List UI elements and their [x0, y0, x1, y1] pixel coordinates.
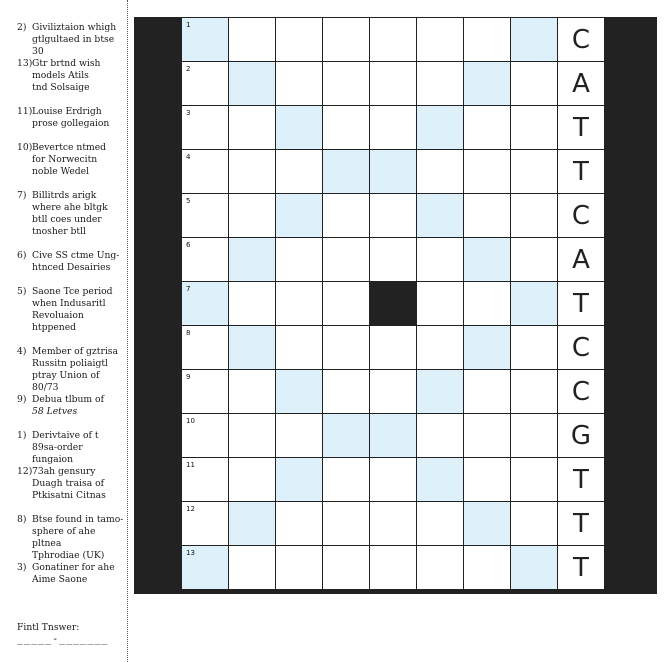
highlighted-cell[interactable]	[464, 502, 511, 546]
clue-text-line: Louise Erdrigh	[32, 106, 102, 117]
grid-cell[interactable]	[464, 546, 511, 590]
clue-text-line: where ahe bltgk	[32, 202, 108, 213]
grid-cell[interactable]	[464, 370, 511, 414]
answer-letter: T	[573, 288, 589, 319]
grid-cell[interactable]	[370, 18, 417, 62]
clue-item	[17, 562, 125, 586]
grid-cell[interactable]	[370, 326, 417, 370]
grid-cell[interactable]	[323, 106, 370, 150]
clue-item	[17, 430, 125, 466]
grid-cell[interactable]	[417, 326, 464, 370]
clue-item	[17, 394, 125, 418]
clue-text-line: Bevertce ntmed	[32, 142, 107, 153]
grid-cell[interactable]	[276, 238, 323, 282]
crossword-grid	[181, 17, 605, 590]
answer-letter-cell[interactable]	[558, 194, 605, 238]
answer-letter: C	[571, 376, 591, 407]
clue-text	[32, 562, 125, 586]
grid-cell[interactable]	[511, 238, 558, 282]
answer-letter: T	[573, 508, 589, 539]
clue-number: 11)	[17, 106, 33, 117]
grid-cell[interactable]	[370, 106, 417, 150]
highlighted-cell[interactable]	[276, 194, 323, 238]
grid-cell[interactable]	[276, 282, 323, 326]
grid-cell[interactable]	[370, 546, 417, 590]
grid-cell[interactable]	[417, 282, 464, 326]
clue-number: 8)	[17, 514, 27, 525]
answer-letter: T	[573, 552, 589, 583]
highlighted-cell[interactable]	[464, 326, 511, 370]
clue-text	[32, 286, 125, 334]
grid-cell[interactable]	[370, 502, 417, 546]
clue-item	[17, 106, 125, 130]
highlighted-cell[interactable]	[229, 326, 276, 370]
answer-letter-cell[interactable]	[558, 282, 605, 326]
grid-cell[interactable]	[276, 414, 323, 458]
grid-cell[interactable]	[511, 502, 558, 546]
highlighted-cell[interactable]	[511, 18, 558, 62]
highlighted-cell[interactable]	[417, 106, 464, 150]
grid-cell[interactable]	[276, 546, 323, 590]
clue-text-line: models Atils	[32, 70, 89, 81]
grid-cell[interactable]	[511, 194, 558, 238]
answer-letter-cell[interactable]	[558, 150, 605, 194]
clue-text-line: Gonatiner for ahe	[32, 562, 115, 573]
answer-letter-cell[interactable]	[558, 238, 605, 282]
row-number: 1	[186, 21, 191, 29]
highlighted-cell[interactable]	[276, 106, 323, 150]
highlighted-cell[interactable]	[229, 502, 276, 546]
clue-text-line: noble Wedel	[32, 166, 90, 177]
grid-cell[interactable]	[464, 458, 511, 502]
clue-item	[17, 514, 125, 562]
clue-text-line: for Norwecitn	[32, 154, 98, 165]
clue-text-line: tnosher btll	[32, 226, 86, 237]
grid-cell[interactable]	[182, 106, 229, 150]
highlighted-cell[interactable]	[182, 18, 229, 62]
clue-text-line: Btse found in tamo-	[32, 514, 124, 525]
clue-text-line: 73ah gensury	[32, 466, 96, 477]
clue-item	[17, 58, 125, 94]
row-number: 2	[186, 65, 191, 73]
grid-cell[interactable]	[464, 18, 511, 62]
grid-cell[interactable]	[417, 502, 464, 546]
grid-cell[interactable]	[276, 18, 323, 62]
clue-number: 3)	[17, 562, 27, 573]
grid-cell[interactable]	[229, 370, 276, 414]
grid-cell[interactable]	[229, 414, 276, 458]
highlighted-cell[interactable]	[511, 282, 558, 326]
answer-letter: A	[572, 244, 590, 275]
clue-text-line: Saone Tce period	[32, 286, 113, 297]
grid-cell[interactable]	[370, 370, 417, 414]
clue-text	[32, 190, 125, 238]
clue-text	[32, 22, 125, 58]
grid-cell[interactable]	[182, 502, 229, 546]
clue-text	[32, 58, 125, 94]
clue-number: 2)	[17, 22, 27, 33]
clue-text-line: htnced Desairies	[32, 262, 111, 273]
grid-cell[interactable]	[229, 106, 276, 150]
grid-cell[interactable]	[417, 546, 464, 590]
clue-item	[17, 466, 125, 502]
answer-letter: C	[571, 24, 591, 55]
clue-text-line: tnd Solsaige	[32, 82, 90, 93]
clue-text-line: when Indusaritl	[32, 298, 106, 309]
clue-text	[32, 346, 125, 394]
grid-cell[interactable]	[229, 150, 276, 194]
clue-text-line: gtlgultaed in btse 30	[32, 34, 115, 57]
grid-cell[interactable]	[511, 458, 558, 502]
answer-letter: T	[573, 464, 589, 495]
blocked-cell	[370, 282, 417, 326]
clue-text-line: htppened	[32, 322, 77, 333]
answer-letter: A	[572, 68, 590, 99]
clue-text-line: Tphrodiae (UK)	[32, 550, 105, 561]
clue-text-line: ptray Union of 80/73	[32, 370, 100, 393]
answer-letter-cell[interactable]	[558, 414, 605, 458]
row-number: 8	[186, 329, 191, 337]
grid-cell[interactable]	[323, 326, 370, 370]
highlighted-cell[interactable]	[464, 62, 511, 106]
grid-cell[interactable]	[417, 414, 464, 458]
answer-letter: T	[573, 112, 589, 143]
grid-cell[interactable]	[464, 106, 511, 150]
clue-text-line: Revoluaion	[32, 310, 84, 321]
row-number: 6	[186, 241, 191, 249]
clue-number: 1)	[17, 430, 27, 441]
answer-letter-cell[interactable]	[558, 18, 605, 62]
row-number: 4	[186, 153, 191, 161]
grid-cell[interactable]	[323, 238, 370, 282]
grid-cell[interactable]	[417, 18, 464, 62]
clue-text-line: Derivtaive of t	[32, 430, 99, 441]
grid-cell[interactable]	[370, 62, 417, 106]
grid-cell[interactable]	[182, 414, 229, 458]
highlighted-cell[interactable]	[417, 458, 464, 502]
clue-text-line: Cive SS ctme Ung-	[32, 250, 120, 261]
highlighted-cell[interactable]	[417, 370, 464, 414]
answer-letter-cell[interactable]	[558, 370, 605, 414]
grid-cell[interactable]	[323, 62, 370, 106]
clue-text-line: Aime Saone	[32, 574, 88, 585]
highlighted-cell[interactable]	[370, 414, 417, 458]
clue-text-line: Russitn poliaigtl	[32, 358, 108, 369]
row-number: 12	[186, 505, 195, 513]
grid-cell[interactable]	[323, 502, 370, 546]
clue-text-line: Giviliztaion whigh	[32, 22, 117, 33]
grid-cell[interactable]	[464, 194, 511, 238]
answer-letter-cell[interactable]	[558, 458, 605, 502]
highlighted-cell[interactable]	[276, 458, 323, 502]
grid-cell[interactable]	[182, 458, 229, 502]
row-number: 13	[186, 549, 195, 557]
clue-text-line: Billitrds arigk	[32, 190, 97, 201]
clue-number: 10)	[17, 142, 33, 153]
grid-cell[interactable]	[182, 326, 229, 370]
grid-cell[interactable]	[464, 282, 511, 326]
clue-text	[32, 430, 125, 466]
grid-cell[interactable]	[370, 194, 417, 238]
highlighted-cell[interactable]	[464, 238, 511, 282]
clue-number: 7)	[17, 190, 27, 201]
grid-cell[interactable]	[370, 458, 417, 502]
grid-cell[interactable]	[417, 62, 464, 106]
grid-cell[interactable]	[511, 150, 558, 194]
clue-text-line: Duagh traisa of	[32, 478, 105, 489]
grid-cell[interactable]	[229, 18, 276, 62]
answer-letter: G	[570, 420, 592, 451]
answer-letter-cell[interactable]	[558, 546, 605, 590]
row-number: 3	[186, 109, 191, 117]
clue-text-line: Gtr brtnd wish	[32, 58, 101, 69]
clue-text-line: 58 Letves	[32, 406, 78, 417]
clue-text-line: Member of gztrisa	[32, 346, 118, 357]
highlighted-cell[interactable]	[323, 414, 370, 458]
grid-cell[interactable]	[464, 150, 511, 194]
clue-number: 4)	[17, 346, 27, 357]
clue-item	[17, 190, 125, 238]
grid-cell[interactable]	[464, 414, 511, 458]
final-answer-blanks[interactable]: _____-_______	[17, 634, 109, 645]
grid-cell[interactable]	[323, 546, 370, 590]
clue-number: 13)	[17, 58, 33, 69]
grid-cell[interactable]	[182, 150, 229, 194]
grid-cell[interactable]	[182, 62, 229, 106]
grid-cell[interactable]	[229, 194, 276, 238]
grid-cell[interactable]	[276, 502, 323, 546]
clue-text	[32, 466, 125, 502]
clue-text-line: Debua tlbum of	[32, 394, 104, 405]
grid-cell[interactable]	[511, 62, 558, 106]
grid-cell[interactable]	[511, 370, 558, 414]
clue-text-line: prose gollegaion	[32, 118, 110, 129]
clue-text	[32, 394, 125, 418]
answer-letter-cell[interactable]	[558, 106, 605, 150]
grid-cell[interactable]	[417, 150, 464, 194]
highlighted-cell[interactable]	[276, 370, 323, 414]
grid-cell[interactable]	[229, 282, 276, 326]
grid-cell[interactable]	[276, 62, 323, 106]
highlighted-cell[interactable]	[323, 150, 370, 194]
grid-cell[interactable]	[511, 106, 558, 150]
highlighted-cell[interactable]	[511, 546, 558, 590]
grid-cell[interactable]	[182, 370, 229, 414]
answer-letter-cell[interactable]	[558, 326, 605, 370]
row-number: 9	[186, 373, 191, 381]
row-number: 7	[186, 285, 191, 293]
clue-number: 6)	[17, 250, 27, 261]
clue-item	[17, 22, 125, 58]
clue-text-line: btll coes under	[32, 214, 102, 225]
grid-cell[interactable]	[323, 370, 370, 414]
clue-number: 12)	[17, 466, 33, 477]
clue-item	[17, 286, 125, 334]
grid-cell[interactable]	[182, 194, 229, 238]
grid-cell[interactable]	[276, 150, 323, 194]
clue-item	[17, 142, 125, 178]
grid-cell[interactable]	[370, 238, 417, 282]
row-number: 10	[186, 417, 195, 425]
clue-item	[17, 250, 125, 274]
answer-letter-cell[interactable]	[558, 502, 605, 546]
clue-text-line: sphere of ahe pltnea	[32, 526, 96, 549]
grid-cell[interactable]	[229, 458, 276, 502]
clue-text	[32, 250, 125, 274]
highlighted-cell[interactable]	[182, 282, 229, 326]
clue-item	[17, 346, 125, 394]
highlighted-cell[interactable]	[229, 62, 276, 106]
grid-cell[interactable]	[229, 546, 276, 590]
grid-cell[interactable]	[511, 414, 558, 458]
grid-cell[interactable]	[182, 238, 229, 282]
clue-text-line: Ptkisatni Citnas	[32, 490, 106, 501]
grid-cell[interactable]	[511, 326, 558, 370]
highlighted-cell[interactable]	[229, 238, 276, 282]
final-answer-label: Fintl Tnswer:	[17, 622, 80, 633]
grid-cell[interactable]	[323, 458, 370, 502]
grid-cell[interactable]	[276, 326, 323, 370]
row-number: 11	[186, 461, 195, 469]
clue-text	[32, 514, 125, 562]
answer-letter: C	[571, 200, 591, 231]
clue-text	[32, 106, 125, 130]
clue-number: 9)	[17, 394, 27, 405]
grid-cell[interactable]	[417, 238, 464, 282]
row-number: 5	[186, 197, 191, 205]
grid-cell[interactable]	[323, 282, 370, 326]
highlighted-cell[interactable]	[182, 546, 229, 590]
clue-text-line: 89sa-order fungaion	[32, 442, 83, 465]
highlighted-cell[interactable]	[370, 150, 417, 194]
grid-cell[interactable]	[323, 18, 370, 62]
answer-letter-cell[interactable]	[558, 62, 605, 106]
clue-number: 5)	[17, 286, 27, 297]
answer-letter: C	[571, 332, 591, 363]
clue-list	[0, 0, 128, 662]
highlighted-cell[interactable]	[417, 194, 464, 238]
clue-text	[32, 142, 125, 178]
answer-letter: T	[573, 156, 589, 187]
grid-cell[interactable]	[323, 194, 370, 238]
